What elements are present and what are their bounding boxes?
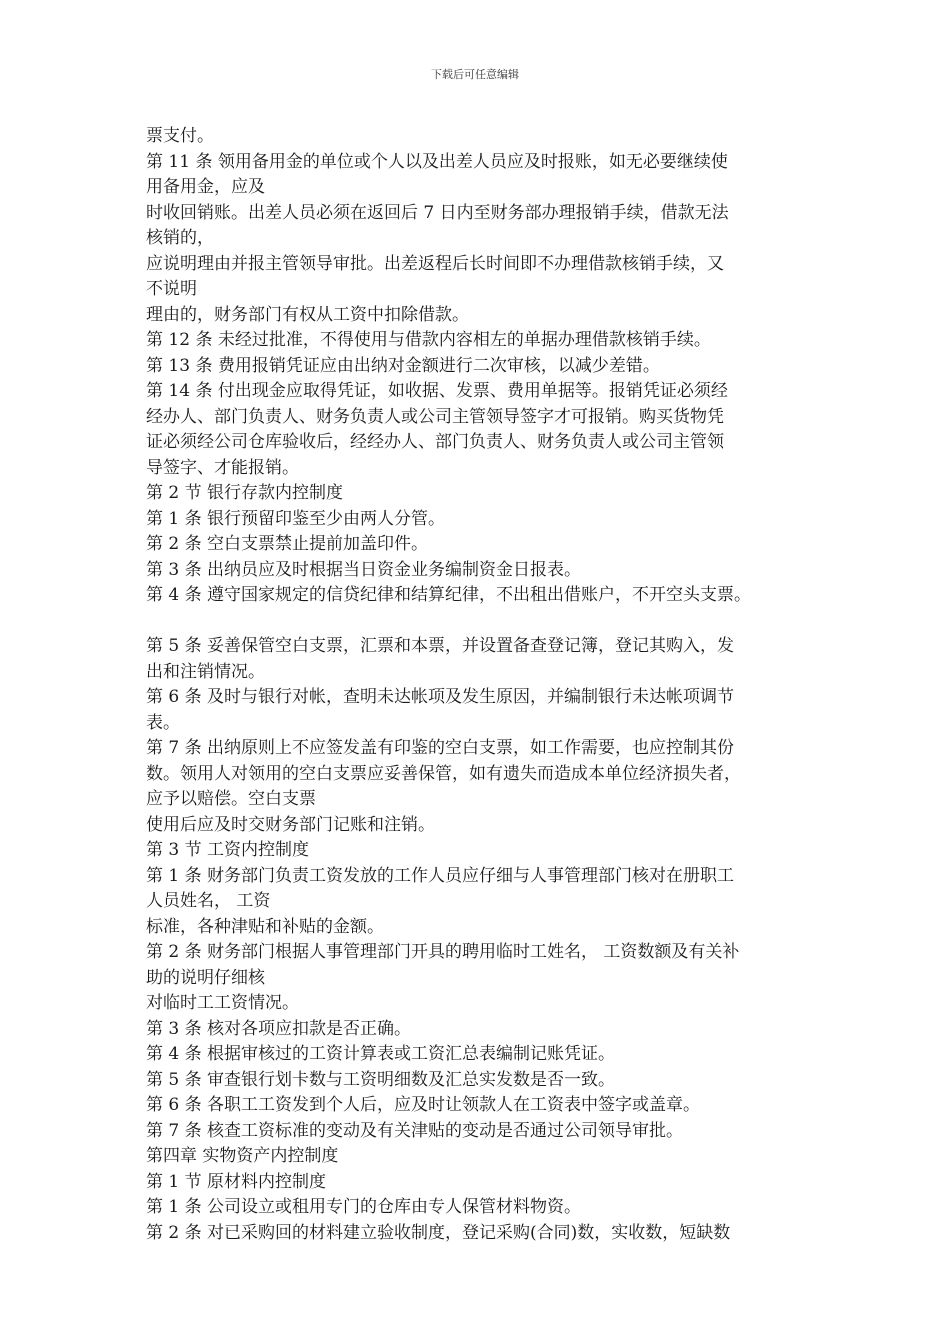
text-line: 对临时工工资情况。 <box>146 993 299 1013</box>
text-line: 第 13 条 费用报销凭证应由出纳对金额进行二次审核，以减少差错。 <box>146 355 660 376</box>
text-line: 第 1 条 公司设立或租用专门的仓库由专人保管材料物资。 <box>146 1197 582 1217</box>
text-line: 第 2 条 对已采购回的材料建立验收制度，登记采购(合同)数，实收数，短缺数 <box>146 1222 731 1243</box>
text-line: 第 5 条 妥善保管空白支票，汇票和本票，并设置备查登记簿，登记其购入，发 <box>146 636 735 656</box>
text-line: 第 1 条 银行预留印鉴至少由两人分管。 <box>146 508 446 529</box>
text-line: 第 14 条 付出现金应取得凭证，如收据、发票、费用单据等。报销凭证必须经 <box>146 381 728 401</box>
page-header: 下载后可任意编辑 <box>431 68 519 81</box>
text-line: 应说明理由并报主管领导审批。出差返程后长时间即不办理借款核销手续，又 <box>146 253 724 274</box>
text-line: 第 4 条 根据审核过的工资计算表或工资汇总表编制记账凭证。 <box>146 1044 616 1064</box>
chapter-heading: 第四章 实物资产内控制度 <box>146 1146 339 1166</box>
text-line: 第 12 条 未经过批准，不得使用与借款内容相左的单据办理借款核销手续。 <box>146 330 711 350</box>
text-line: 时收回销账。出差人员必须在返回后 7 日内至财务部办理报销手续，借款无法 <box>146 202 729 223</box>
text-line: 核销的， <box>146 228 214 248</box>
document-body <box>146 124 826 1246</box>
text-line: 表。 <box>146 712 180 733</box>
text-line: 第 7 条 核查工资标准的变动及有关津贴的变动是否通过公司领导审批。 <box>146 1120 684 1141</box>
text-line: 人员姓名， 工资 <box>146 891 271 911</box>
text-line: 导签字、才能报销。 <box>146 457 299 478</box>
section-heading: 第 2 节 银行存款内控制度 <box>146 483 344 503</box>
text-line: 第 4 条 遵守国家规定的信贷纪律和结算纪律，不出租出借账户，不开空头支票。 <box>146 585 752 605</box>
text-line: 第 7 条 出纳原则上不应签发盖有印鉴的空白支票，如工作需要，也应控制其份 <box>146 738 735 758</box>
text-line: 使用后应及时交财务部门记账和注销。 <box>146 814 435 835</box>
text-line: 第 3 条 出纳员应及时根据当日资金业务编制资金日报表。 <box>146 559 582 580</box>
text-line: 第 2 条 空白支票禁止提前加盖印件。 <box>146 534 429 554</box>
text-line: 第 1 条 财务部门负责工资发放的工作人员应仔细与人事管理部门核对在册职工 <box>146 865 735 886</box>
text-line: 经办人、部门负责人、财务负责人或公司主管领导签字才可报销。购买货物凭 <box>146 406 724 427</box>
text-line: 第 2 条 财务部门根据人事管理部门开具的聘用临时工姓名， 工资数额及有关补 <box>146 942 740 962</box>
text-line: 理由的，财务部门有权从工资中扣除借款。 <box>146 304 469 325</box>
section-heading: 第 3 节 工资内控制度 <box>146 840 310 860</box>
text-line: 第 5 条 审查银行划卡数与工资明细数及汇总实发数是否一致。 <box>146 1069 616 1090</box>
section-heading: 第 1 节 原材料内控制度 <box>146 1171 327 1192</box>
text-line: 第 3 条 核对各项应扣款是否正确。 <box>146 1018 412 1039</box>
blank-line <box>146 609 826 635</box>
text-line: 第 6 条 各职工工资发到个人后，应及时让领款人在工资表中签字或盖章。 <box>146 1095 701 1115</box>
text-line: 不说明 <box>146 279 197 299</box>
text-line: 证必须经公司仓库验收后，经经办人、部门负责人、财务负责人或公司主管领 <box>146 432 724 452</box>
text-line: 标准，各种津贴和补贴的金额。 <box>146 916 384 937</box>
text-line: 用备用金，应及 <box>146 177 265 197</box>
text-line: 数。领用人对领用的空白支票应妥善保管，如有遗失而造成本单位经济损失者， <box>146 763 741 784</box>
text-line: 出和注销情况。 <box>146 661 265 682</box>
text-line: 第 11 条 领用备用金的单位或个人以及出差人员应及时报账，如无必要继续使 <box>146 151 728 172</box>
text-line: 应予以赔偿。空白支票 <box>146 789 316 809</box>
text-line: 票支付。 <box>146 126 214 146</box>
text-line: 助的说明仔细核 <box>146 967 265 988</box>
text-line: 第 6 条 及时与银行对帐，查明未达帐项及发生原因，并编制银行未达帐项调节 <box>146 687 735 707</box>
